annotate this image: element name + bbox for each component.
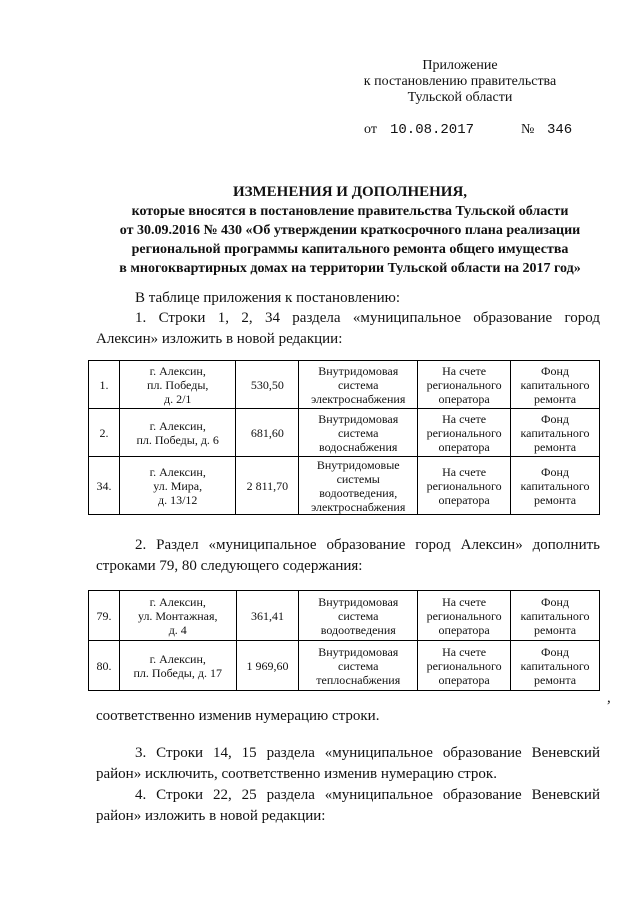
row-address-line: ул. Монтажная,	[137, 608, 218, 623]
row-account	[418, 409, 511, 457]
item-1-text-cont: Алексин» изложить в новой редакции:	[96, 331, 343, 347]
row-area: 361,41	[236, 591, 299, 641]
row-address-line: ул. Мира,	[153, 478, 203, 493]
intro-paragraph: В таблице приложения к постановлению:	[135, 290, 401, 306]
number-prefix: №	[521, 122, 535, 137]
row-address-line: пл. Победы, д. 17	[133, 665, 222, 680]
row-account-line: оператора	[438, 622, 490, 637]
row-number: 79.	[89, 591, 120, 641]
row-area: 1 969,60	[236, 641, 299, 691]
row-address	[119, 641, 236, 691]
rows-table-2	[88, 590, 600, 691]
row-fund-line: капитального	[520, 478, 590, 493]
row-number: 80.	[89, 641, 120, 691]
row-system-line: водоснабжения	[319, 439, 398, 454]
item-3-text: 3. Строки 14, 15 раздела «муниципальное образование Веневский	[135, 745, 600, 761]
row-fund-line: Фонд	[541, 464, 570, 479]
row-system-line: Внутридомовая	[318, 644, 399, 659]
row-area: 530,50	[236, 361, 299, 409]
row-account-line: оператора	[438, 492, 490, 507]
item-4-text-cont: район» изложить в новой редакции:	[96, 808, 326, 824]
row-system-line: Внутридомовая	[318, 411, 399, 426]
row-address-line: г. Алексин,	[149, 594, 206, 609]
row-account-line: регионального	[426, 658, 502, 673]
row-system	[299, 409, 418, 457]
row-address-line: г. Алексин,	[149, 418, 206, 433]
row-account	[418, 641, 511, 691]
row-account-line: На счете	[442, 363, 487, 378]
row-fund	[511, 409, 600, 457]
date-prefix: от	[364, 122, 377, 137]
row-account-line: регионального	[426, 478, 502, 493]
row-fund	[511, 361, 600, 409]
row-fund-line: ремонта	[534, 391, 577, 406]
title-subline-2: от 30.09.2016 № 430 «Об утверждении краткосрочного плана реализации	[119, 223, 581, 238]
row-address-line: г. Алексин,	[149, 363, 206, 378]
table-row	[89, 641, 600, 691]
row-system-line: водоотведения	[320, 622, 396, 637]
row-fund-line: капитального	[520, 377, 590, 392]
row-system	[299, 457, 418, 515]
row-address-line: г. Алексин,	[149, 464, 206, 479]
row-system-line: система	[338, 658, 379, 673]
row-area: 681,60	[236, 409, 299, 457]
row-number: 34.	[89, 457, 120, 515]
row-fund-line: капитального	[520, 425, 590, 440]
row-system	[299, 591, 418, 641]
row-system-line: водоотведения,	[319, 485, 398, 500]
item-2-text: 2. Раздел «муниципальное образование город Алексин» дополнить	[135, 537, 600, 553]
row-number: 1.	[89, 361, 120, 409]
table-row	[89, 591, 600, 641]
row-system-line: Внутридомовые	[316, 457, 400, 472]
table-row	[89, 409, 600, 457]
row-system-line: система	[337, 425, 379, 440]
decree-number: 346	[547, 122, 573, 138]
row-account-line: оператора	[438, 391, 490, 406]
row-fund-line: ремонта	[534, 492, 577, 507]
row-area: 2 811,70	[236, 457, 299, 515]
row-account-line: регионального	[426, 425, 502, 440]
row-address-line: пл. Победы,	[147, 377, 209, 392]
row-fund-line: ремонта	[534, 439, 577, 454]
row-account	[418, 361, 511, 409]
row-account	[418, 591, 511, 641]
row-fund	[511, 457, 600, 515]
row-address	[119, 361, 236, 409]
row-system-line: система	[338, 608, 379, 623]
appendix-decree-line: к постановлению правительства	[363, 74, 557, 89]
row-fund-line: Фонд	[541, 411, 570, 426]
row-address-line: д. 13/12	[157, 492, 198, 507]
row-address-line: пл. Победы, д. 6	[136, 432, 219, 447]
title-subline-1: которые вносятся в постановление правительства Тульской области	[131, 204, 569, 219]
rows-table-1	[88, 360, 600, 515]
row-system-line: электроснабжения	[311, 391, 406, 406]
row-system-line: Внутридомовая	[318, 594, 399, 609]
row-account-line: На счете	[442, 411, 487, 426]
appendix-label: Приложение	[422, 58, 498, 73]
document-title: ИЗМЕНЕНИЯ И ДОПОЛНЕНИЯ,	[232, 184, 468, 200]
item-3-text-cont: район» исключить, соответственно изменив нумерацию строк.	[96, 766, 497, 782]
row-account-line: На счете	[442, 644, 487, 659]
row-address-line: д. 2/1	[163, 391, 192, 406]
row-fund-line: капитального	[520, 658, 590, 673]
title-subline-3: региональной программы капитального ремонта общего имущества	[131, 242, 569, 257]
row-system-line: системы	[336, 471, 380, 486]
row-fund-line: Фонд	[541, 363, 570, 378]
row-account-line: оператора	[438, 439, 490, 454]
row-number: 2.	[89, 409, 120, 457]
row-system-line: система	[337, 377, 379, 392]
row-system-line: Внутридомовая	[318, 363, 399, 378]
item-2-text-cont: строками 79, 80 следующего содержания:	[96, 558, 363, 574]
row-fund-line: Фонд	[541, 594, 570, 609]
table-row	[89, 457, 600, 515]
item-1-text: 1. Строки 1, 2, 34 раздела «муниципальное образование город	[135, 310, 600, 326]
row-account	[418, 457, 511, 515]
row-fund	[511, 641, 600, 691]
row-address-line: г. Алексин,	[149, 651, 206, 666]
row-account-line: На счете	[442, 464, 487, 479]
row-address	[119, 457, 236, 515]
row-fund-line: ремонта	[534, 672, 577, 687]
renumber-note: соответственно изменив нумерацию строки.	[96, 708, 380, 724]
row-system	[299, 361, 418, 409]
row-system-line: электроснабжения	[311, 499, 406, 514]
row-address	[119, 409, 236, 457]
row-fund-line: Фонд	[541, 644, 570, 659]
table-row	[89, 361, 600, 409]
row-fund-line: ремонта	[534, 622, 577, 637]
row-fund-line: капитального	[520, 608, 590, 623]
row-address-line: д. 4	[168, 622, 187, 637]
title-subline-4: в многоквартирных домах на территории Тульской области на 2017 год»	[119, 261, 581, 276]
row-address	[119, 591, 236, 641]
appendix-region-line: Тульской области	[407, 90, 513, 105]
row-account-line: регионального	[426, 377, 502, 392]
row-fund	[511, 591, 600, 641]
trailing-comma: ,	[607, 690, 611, 706]
row-system	[299, 641, 418, 691]
row-account-line: оператора	[438, 672, 490, 687]
decree-date: 10.08.2017	[390, 122, 475, 138]
row-account-line: регионального	[426, 608, 502, 623]
row-system-line: теплоснабжения	[316, 672, 401, 687]
row-account-line: На счете	[442, 594, 487, 609]
item-4-text: 4. Строки 22, 25 раздела «муниципальное образование Веневский	[135, 787, 600, 803]
